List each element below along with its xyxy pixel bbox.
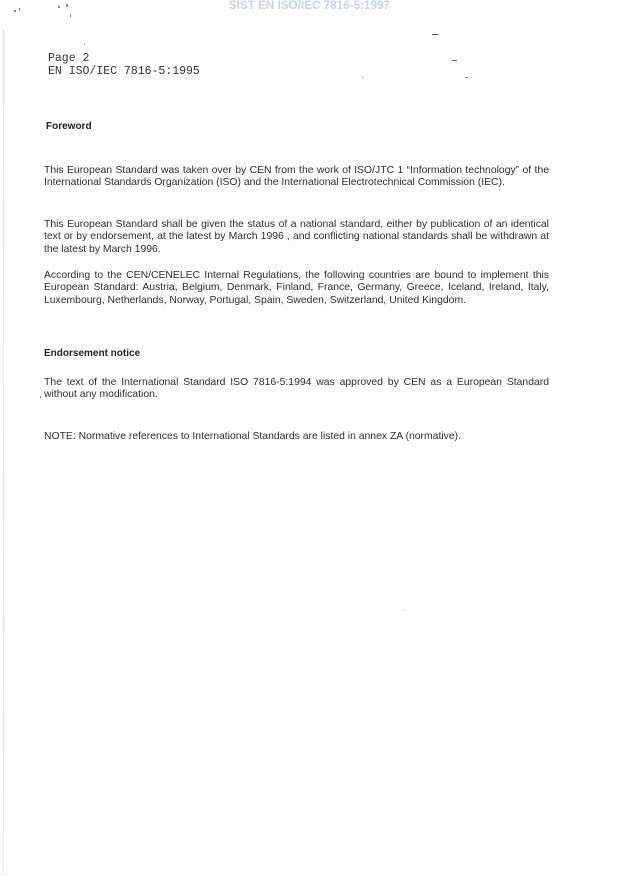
- scan-edge-line: [3, 30, 4, 876]
- endorsement-paragraph: The text of the International Standard ISO 7816-5:1994 was approved by CEN as a European Standard without any modification.: [44, 377, 549, 401]
- foreword-paragraph-1: This European Standard was taken over by CEN from the work of ISO/JTC 1 “Information technology” of the International Standards Organization (ISO) and the International Electrotechnical Commission (IEC).: [44, 165, 549, 189]
- scan-speck: [70, 14, 71, 17]
- scan-speck: [362, 77, 363, 78]
- scan-speck: [432, 34, 438, 35]
- foreword-paragraph-3: According to the CEN/CENELEC Internal Regulations, the following countries are bound to implement this European Standard: Austria, Belgium, Denmark, Finland, France, Germany, Greece, Iceland, Ireland, Italy, Luxembourg, Netherlands, Norway, Portugal, Spain, Sweden, Switzerland, United Kingdom.: [44, 270, 549, 306]
- foreword-heading: Foreword: [46, 121, 92, 132]
- foreword-paragraph-2: This European Standard shall be given the status of a national standard, either by publication of an identical text or by endorsement, at the latest by March 1996 , and conflicting national standards shall be withdrawn at the latest by March 1996.: [44, 219, 549, 255]
- endorsement-heading: Endorsement notice: [44, 348, 141, 359]
- scan-speck: [465, 77, 468, 78]
- page-header: [48, 52, 200, 78]
- scan-speck: [40, 396, 41, 398]
- scan-speck: [84, 44, 85, 45]
- standard-reference: EN ISO/IEC 7816-5:1995: [48, 65, 200, 78]
- page-number: Page 2: [48, 52, 90, 65]
- watermark-title: SIST EN ISO/IEC 7816-5:1997: [228, 0, 391, 12]
- normative-references-note: NOTE: Normative references to International Standards are listed in annex ZA (normative).: [44, 431, 461, 442]
- scan-speck: [452, 60, 457, 61]
- scan-speck: [404, 610, 405, 611]
